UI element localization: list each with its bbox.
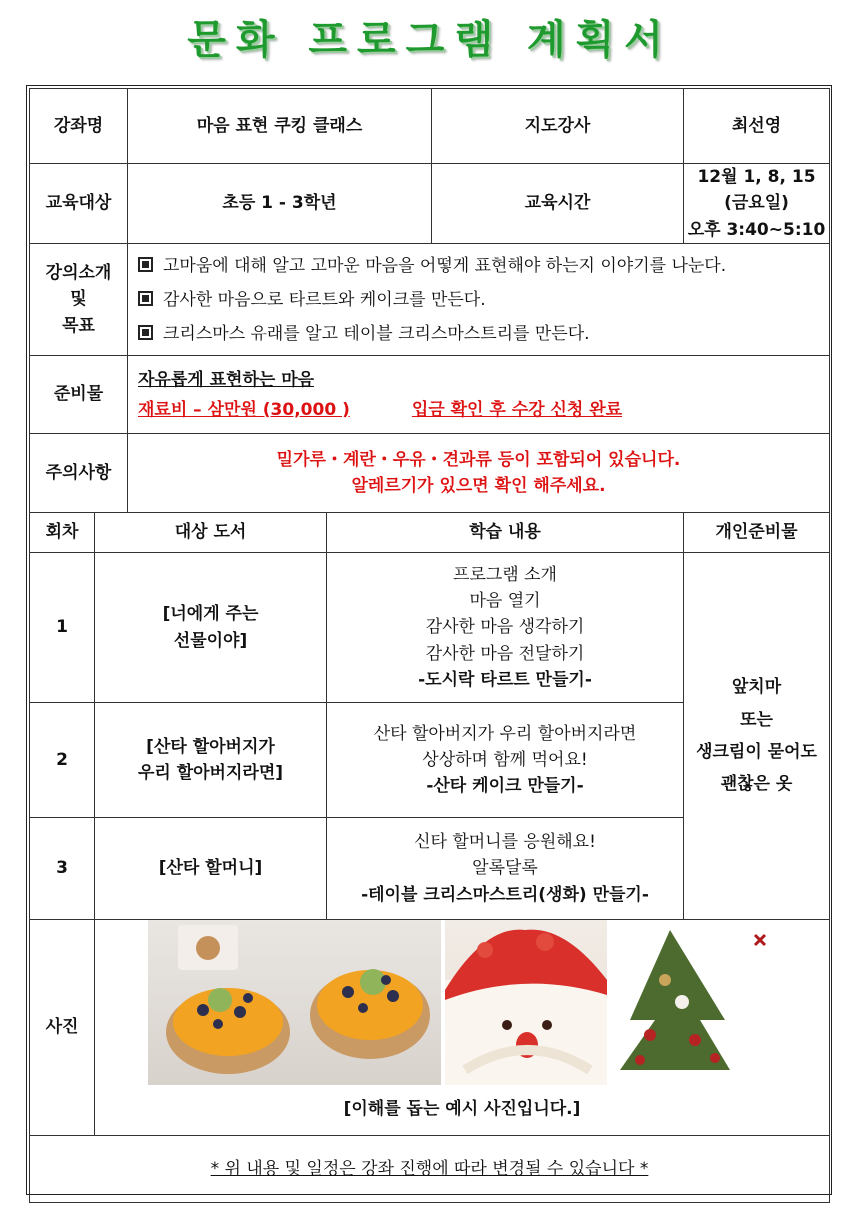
instructor-name: 최선영: [684, 89, 830, 164]
content-line: 신타 할머니를 응원해요!: [414, 832, 596, 853]
prep-line-1: 자유롭게 표현하는 마음: [138, 369, 315, 390]
caution-row: [30, 434, 830, 513]
checkbox-square-icon: [138, 291, 153, 306]
time-line-1: 12월 1, 8, 15 (금요일): [697, 167, 816, 214]
photo-row: [30, 920, 830, 1136]
activity-line: -테이블 크리스마스트리(생화) 만들기-: [361, 884, 649, 905]
prep-content: [128, 356, 830, 434]
personal-items: [684, 553, 830, 920]
content-line: 감사한 마음 생각하기: [425, 617, 585, 638]
round-header: 회차: [30, 513, 95, 553]
intro-label: [30, 244, 128, 356]
course-label: 강좌명: [30, 89, 128, 164]
course-name: 마음 표현 쿠킹 클래스: [128, 89, 432, 164]
intro-label-3: 목표: [62, 315, 95, 336]
photo-cell: [95, 920, 830, 1136]
personal-line: 또는: [740, 709, 773, 730]
book-title-line: [산타 할머니]: [158, 858, 263, 879]
time-label: 교육시간: [432, 164, 684, 244]
personal-header: 개인준비물: [684, 513, 830, 553]
time-value: [684, 164, 830, 244]
book-header: 대상 도서: [95, 513, 327, 553]
content-line: 감사한 마음 전달하기: [425, 643, 585, 664]
content-line: 프로그램 소개: [453, 564, 557, 585]
session-book: [95, 818, 327, 920]
session-row-1: [30, 553, 830, 703]
book-title-line: 선물이야]: [173, 630, 248, 651]
content-line: 알록달록: [472, 858, 538, 879]
prep-label: 준비물: [30, 356, 128, 434]
content-header: 학습 내용: [327, 513, 684, 553]
caution-content: [128, 434, 830, 513]
footer-text: * 위 내용 및 일정은 강좌 진행에 따라 변경될 수 있습니다 *: [210, 1158, 649, 1179]
intro-item: 고마움에 대해 알고 고마운 마음을 어떻게 표현해야 하는지 이야기를 나눈다.: [138, 249, 829, 283]
target-row: [30, 164, 830, 244]
intro-content: [128, 244, 830, 356]
activity-line: -도시락 타르트 만들기-: [418, 670, 592, 691]
prep-line-2: [138, 395, 829, 425]
photo-label: 사진: [30, 920, 95, 1136]
target-value: 초등 1 - 3학년: [128, 164, 432, 244]
session-round: 3: [30, 818, 95, 920]
intro-label-1: 강의소개: [45, 263, 112, 284]
session-round: 1: [30, 553, 95, 703]
personal-line: 괜찮은 옷: [720, 774, 793, 795]
content-line: 상상하며 함께 먹어요!: [422, 749, 588, 770]
checkbox-square-icon: [138, 257, 153, 272]
photo-caption: [이해를 돕는 예시 사진입니다.]: [343, 1099, 581, 1120]
book-title-line: [너에게 주는: [162, 604, 259, 625]
content-line: 마음 열기: [469, 591, 541, 612]
checkbox-square-icon: [138, 325, 153, 340]
personal-line: 생크림이 묻어도: [696, 742, 817, 763]
fee-text: 재료비 – 삼만원 (30,000 ): [138, 399, 350, 420]
book-title-line: 우리 할아버지라면]: [137, 763, 284, 784]
santa-cake-photo: [445, 920, 607, 1085]
session-content: [327, 818, 684, 920]
enroll-notice: 입금 확인 후 수강 신청 완료: [411, 399, 623, 420]
book-title-line: [산타 할아버지가: [146, 736, 275, 757]
time-line-2: 오후 3:40~5:10: [687, 219, 826, 240]
intro-label-2: 및: [70, 289, 87, 310]
page-title: 문화 프로그램 계획서: [187, 17, 673, 63]
intro-item: 크리스마스 유래를 알고 테이블 크리스마스트리를 만든다.: [138, 317, 829, 351]
session-round: 2: [30, 703, 95, 818]
target-label: 교육대상: [30, 164, 128, 244]
caution-label: 주의사항: [30, 434, 128, 513]
footer-row: [30, 1136, 830, 1203]
content-line: 산타 할아버지가 우리 할아버지라면: [373, 723, 637, 744]
footer-note: [30, 1136, 830, 1203]
session-book: [95, 703, 327, 818]
schedule-header-row: [30, 513, 830, 553]
tart-photo: [148, 920, 441, 1085]
photo-strip: [95, 920, 829, 1135]
session-book: [95, 553, 327, 703]
course-row: [30, 89, 830, 164]
christmas-tree-photo: [610, 920, 776, 1085]
intro-item: 감사한 마음으로 타르트와 케이크를 만든다.: [138, 283, 829, 317]
session-content: [327, 703, 684, 818]
plan-table: [29, 88, 830, 1203]
caution-line-2: 알레르기가 있으면 확인 해주세요.: [351, 476, 606, 497]
intro-row: [30, 244, 830, 356]
activity-line: -산타 케이크 만들기-: [426, 776, 584, 797]
instructor-label: 지도강사: [432, 89, 684, 164]
caution-line-1: 밀가루・계란・우유・견과류 등이 포함되어 있습니다.: [276, 449, 681, 470]
personal-line: 앞치마: [731, 677, 782, 698]
session-content: [327, 553, 684, 703]
prep-row: [30, 356, 830, 434]
